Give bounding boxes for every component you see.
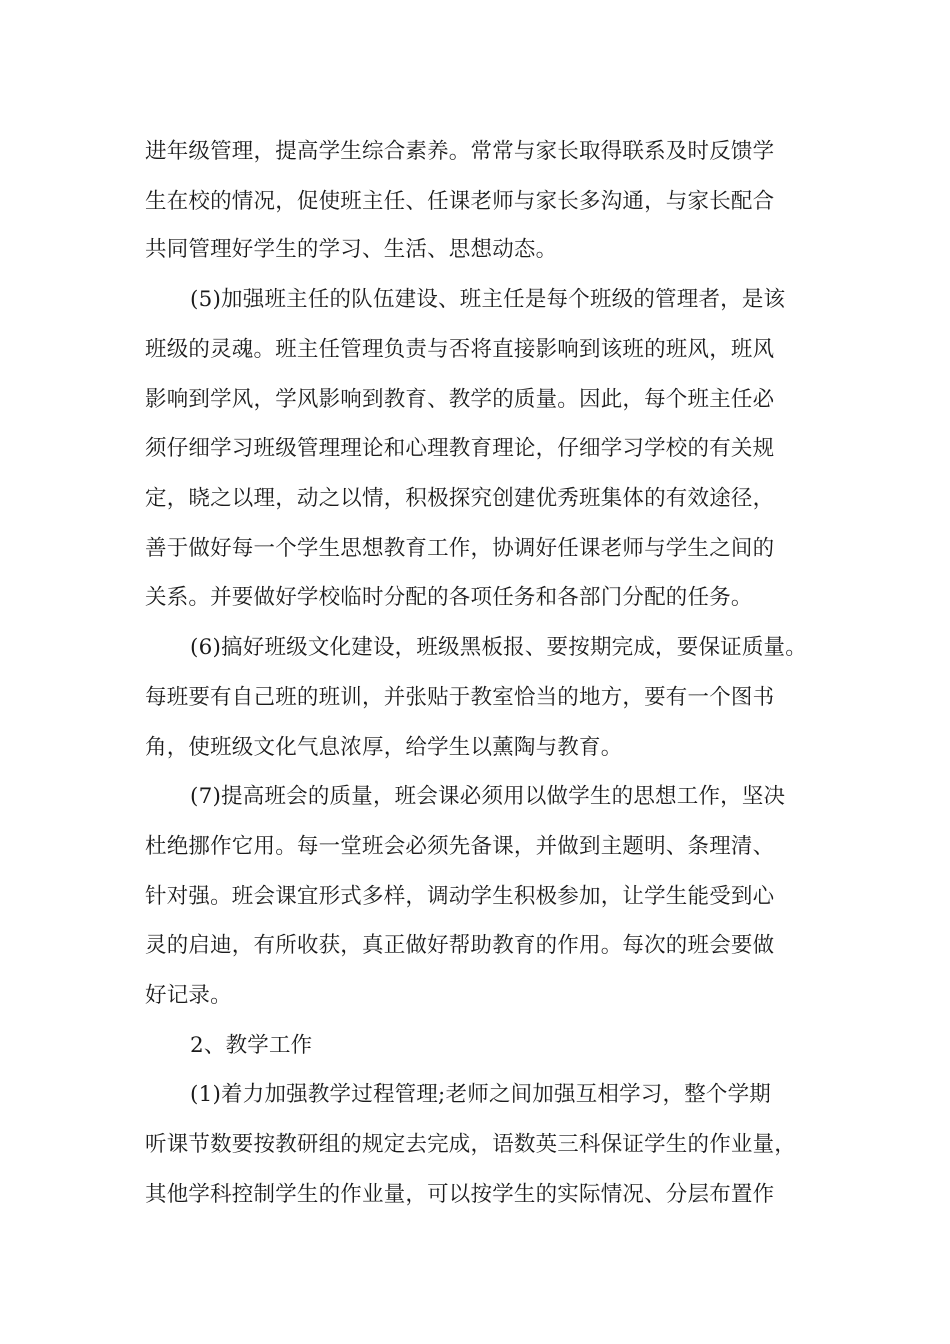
text-line: 关系。并要做好学校临时分配的各项任务和各部门分配的任务。 [145, 585, 753, 610]
text-line: 好记录。 [145, 983, 232, 1008]
text-line: 须仔细学习班级管理理论和心理教育理论，仔细学习学校的有关规 [145, 436, 775, 461]
text-line: 针对强。班会课宜形式多样，调动学生积极参加，让学生能受到心 [145, 884, 775, 909]
text-line: 生在校的情况，促使班主任、任课老师与家长多沟通，与家长配合 [145, 189, 775, 214]
text-line: 杜绝挪作它用。每一堂班会必须先备课，并做到主题明、条理清、 [145, 834, 775, 859]
text-line: 角，使班级文化气息浓厚，给学生以薰陶与教育。 [145, 735, 623, 760]
paragraph-6-first-line: (6)搞好班级文化建设，班级黑板报、要按期完成，要保证质量。 [190, 635, 807, 660]
text-line: 其他学科控制学生的作业量，可以按学生的实际情况、分层布置作 [145, 1182, 775, 1207]
text-line: 定，晓之以理，动之以情，积极探究创建优秀班集体的有效途径， [145, 486, 775, 511]
section-heading: 2、教学工作 [190, 1033, 313, 1058]
text-line: 听课节数要按教研组的规定去完成，语数英三科保证学生的作业量， [145, 1132, 797, 1157]
text-line: 每班要有自己班的班训，并张贴于教室恰当的地方，要有一个图书 [145, 685, 775, 710]
text-line: 进年级管理，提高学生综合素养。常常与家长取得联系及时反馈学 [145, 139, 775, 164]
paragraph-5-first-line: (5)加强班主任的队伍建设、班主任是每个班级的管理者，是该 [190, 287, 786, 312]
text-line: 班级的灵魂。班主任管理负责与否将直接影响到该班的班风，班风 [145, 337, 775, 362]
text-line: 影响到学风，学风影响到教育、教学的质量。因此，每个班主任必 [145, 387, 775, 412]
text-line: 灵的启迪，有所收获，真正做好帮助教育的作用。每次的班会要做 [145, 933, 775, 958]
paragraph-1-first-line: (1)着力加强教学过程管理;老师之间加强互相学习，整个学期 [190, 1082, 772, 1107]
text-line: 善于做好每一个学生思想教育工作，协调好任课老师与学生之间的 [145, 536, 775, 561]
paragraph-7-first-line: (7)提高班会的质量，班会课必须用以做学生的思想工作，坚决 [190, 784, 786, 809]
text-line: 共同管理好学生的学习、生活、思想动态。 [145, 237, 558, 262]
